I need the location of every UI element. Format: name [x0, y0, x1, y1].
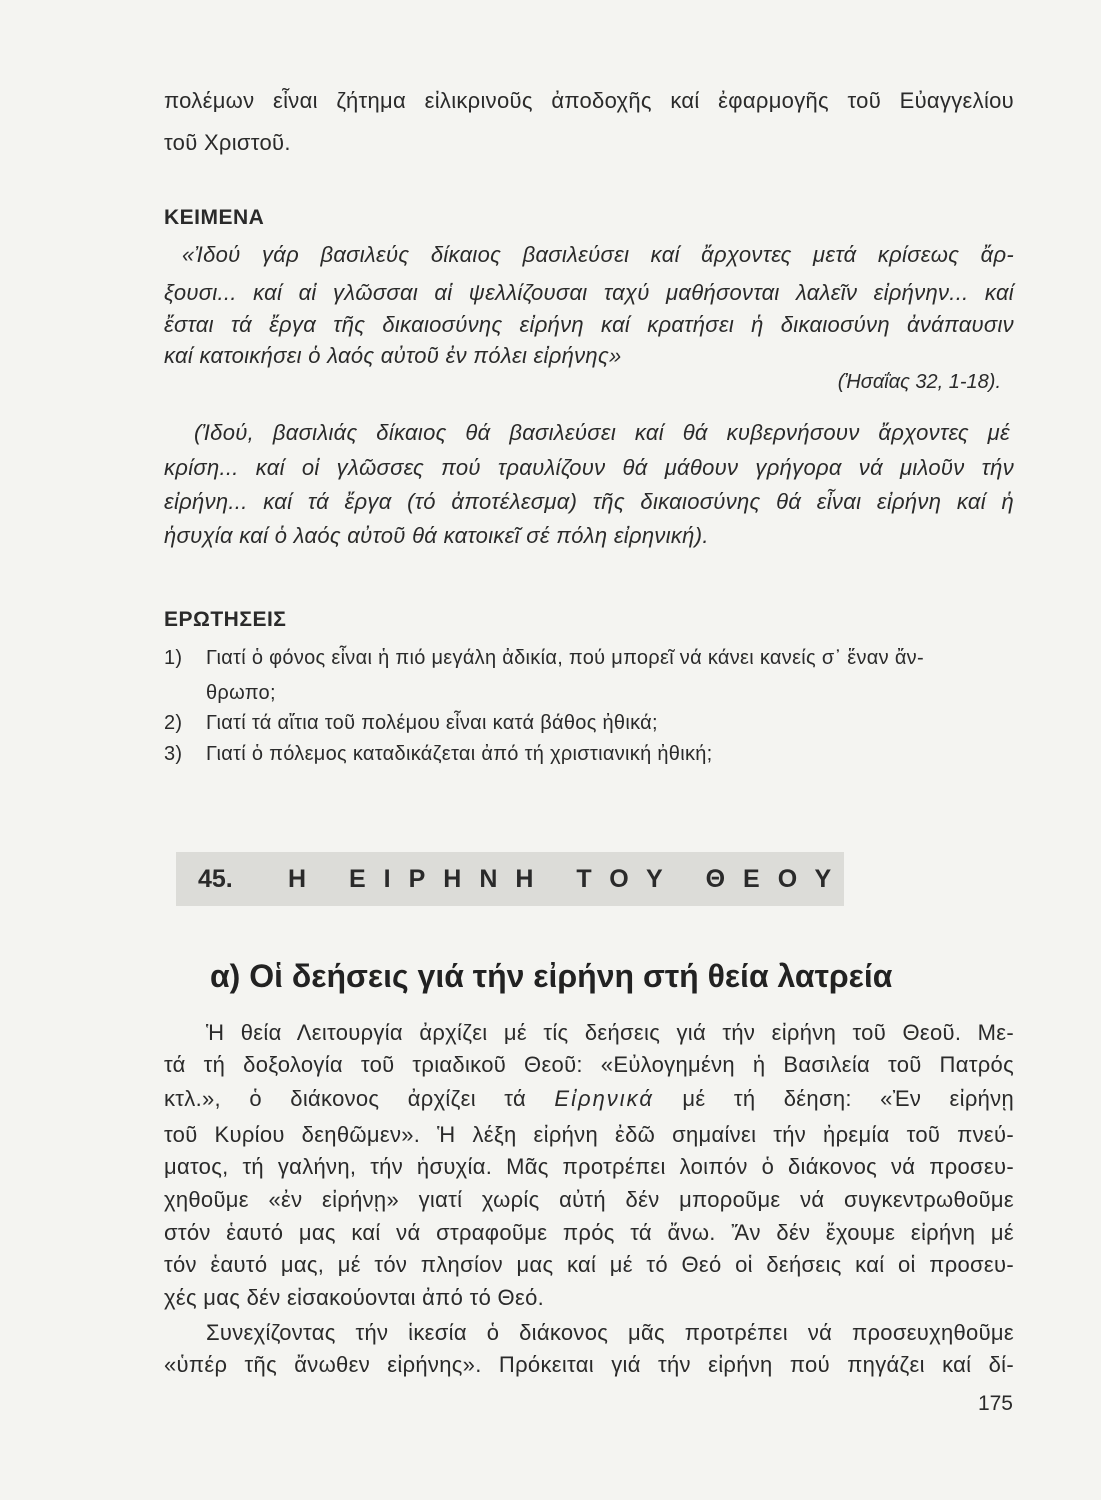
body-line-4: τοῦ Κυρίου δεηθῶμεν». Ἡ λέξη εἰρήνη ἐδῶ σημαίνει τήν ἠρεμία τοῦ πνεύ-: [164, 1122, 1014, 1147]
body-line-1: Ἡ θεία Λειτουργία ἀρχίζει μέ τίς δεήσεις γιά τήν εἰρήνη τοῦ Θεοῦ. Με-: [206, 1020, 1014, 1045]
keimena-heading: ΚΕΙΜΕΝΑ: [164, 206, 265, 229]
question-3-number: 3): [164, 743, 183, 765]
question-2: [164, 708, 1014, 738]
body-term-eirinika: Εἰρηνικά: [554, 1086, 654, 1111]
question-2-text: Γιατί τά αἴτια τοῦ πολέμου εἶναι κατά βάθος ἠθικά;: [206, 712, 658, 734]
body-line-11: «ὑπέρ τῆς ἄνωθεν εἰρήνης». Πρόκειται γιά τήν εἰρήνη πού πηγάζει καί δί-: [164, 1352, 1014, 1377]
body-line-10: Συνεχίζοντας τήν ἱκεσία ὁ διάκονος μᾶς προτρέπει νά προσευχηθοῦμε: [206, 1320, 1014, 1345]
body-line-7: στόν ἑαυτό μας καί νά στραφοῦμε πρός τά ἄνω. Ἄν δέν ἔχουμε εἰρήνη μέ: [164, 1220, 1014, 1245]
body-line-5: ματος, τή γαλήνη, τήν ἡσυχία. Μᾶς προτρέπει λοιπόν ὁ διάκονος νά προσευ-: [164, 1154, 1014, 1179]
body-line-8: τόν ἑαυτό μας, μέ τόν πλησίον μας καί μέ τό Θεό οἱ δεήσεις καί οἱ προσευ-: [164, 1252, 1014, 1277]
quote-reference: (Ἠσαΐας 32, 1-18).: [837, 371, 1001, 393]
quote-line-3: ἔσται τά ἔργα τῆς δικαιοσύνης εἰρήνη καί κρατήσει ἡ δικαιοσύνη ἀνάπαυσιν: [164, 312, 1014, 337]
body-line-9: χές μας δέν εἰσακούονται ἀπό τό Θεό.: [164, 1285, 545, 1310]
question-1-text: Γιατί ὁ φόνος εἶναι ἡ πιό μεγάλη ἀδικία, πού μπορεῖ νά κάνει κανείς σ᾽ ἕναν ἄν-: [206, 647, 924, 669]
quote-line-1: «Ἰδού γάρ βασιλεύς δίκαιος βασιλεύσει καί ἄρχοντες μετά κρίσεως ἄρ-: [182, 242, 1014, 267]
quote-line-4: καί κατοικήσει ὁ λαός αὐτοῦ ἐν πόλει εἰρήνης»: [164, 343, 622, 368]
chapter-number: 45.: [198, 865, 233, 893]
section-title: α) Οἱ δεήσεις γιά τήν εἰρήνη στή θεία λατρεία: [210, 958, 893, 994]
question-3-text: Γιατί ὁ πόλεμος καταδικάζεται ἀπό τή χριστιανική ἠθική;: [206, 743, 713, 765]
body-line-2: τά τή δοξολογία τοῦ τριαδικοῦ Θεοῦ: «Εὐλογημένη ἡ Βασιλεία τοῦ Πατρός: [164, 1052, 1014, 1077]
question-1: [164, 643, 1014, 673]
erotiseis-heading: ΕΡΩΤΗΣΕΙΣ: [164, 608, 287, 631]
translation-line-3: εἰρήνη... καί τά ἔργα (τό ἀποτέλεσμα) τῆς δικαιοσύνης θά εἶναι εἰρήνη καί ἡ: [164, 489, 1014, 514]
question-1-number: 1): [164, 647, 183, 669]
intro-line-1: πολέμων εἶναι ζήτημα εἰλικρινοῦς ἀποδοχῆς καί ἐφαρμογῆς τοῦ Εὐαγγελίου: [164, 88, 1014, 113]
translation-line-4: ἡσυχία καί ὁ λαός αὐτοῦ θά κατοικεῖ σέ πόλη εἰρηνική).: [164, 523, 709, 548]
body-line-3-c: μέ τή δέηση: «Ἐν εἰρήνῃ: [653, 1086, 1015, 1111]
page-number: 175: [977, 1392, 1013, 1415]
translation-line-1: (Ἰδού, βασιλιάς δίκαιος θά βασιλεύσει καί θά κυβερνήσουν ἄρχοντες μέ: [194, 420, 1010, 445]
body-line-6: χηθοῦμε «ἐν εἰρήνῃ» γιατί χωρίς αὐτή δέν μποροῦμε νά συγκεντρωθοῦμε: [164, 1187, 1014, 1212]
intro-line-2: τοῦ Χριστοῦ.: [164, 130, 291, 155]
translation-line-2: κρίση... καί οἱ γλῶσσες πού τραυλίζουν θά μάθουν γρήγορα νά μιλοῦν τήν: [164, 455, 1014, 480]
body-line-3: [164, 1084, 1014, 1114]
question-1-continued: θρωπο;: [206, 682, 276, 704]
chapter-title: Η ΕΙΡΗΝΗ ΤΟΥ ΘΕΟΥ: [288, 865, 850, 893]
question-2-number: 2): [164, 712, 183, 734]
body-line-3-a: κτλ.», ὁ διάκονος ἀρχίζει τά: [164, 1086, 555, 1111]
quote-line-2: ξουσι... καί αἱ γλῶσσαι αἱ ψελλίζουσαι ταχύ μαθήσονται λαλεῖν εἰρήνην... καί: [164, 280, 1014, 305]
question-3: [164, 739, 1014, 769]
chapter-banner: [176, 852, 850, 906]
